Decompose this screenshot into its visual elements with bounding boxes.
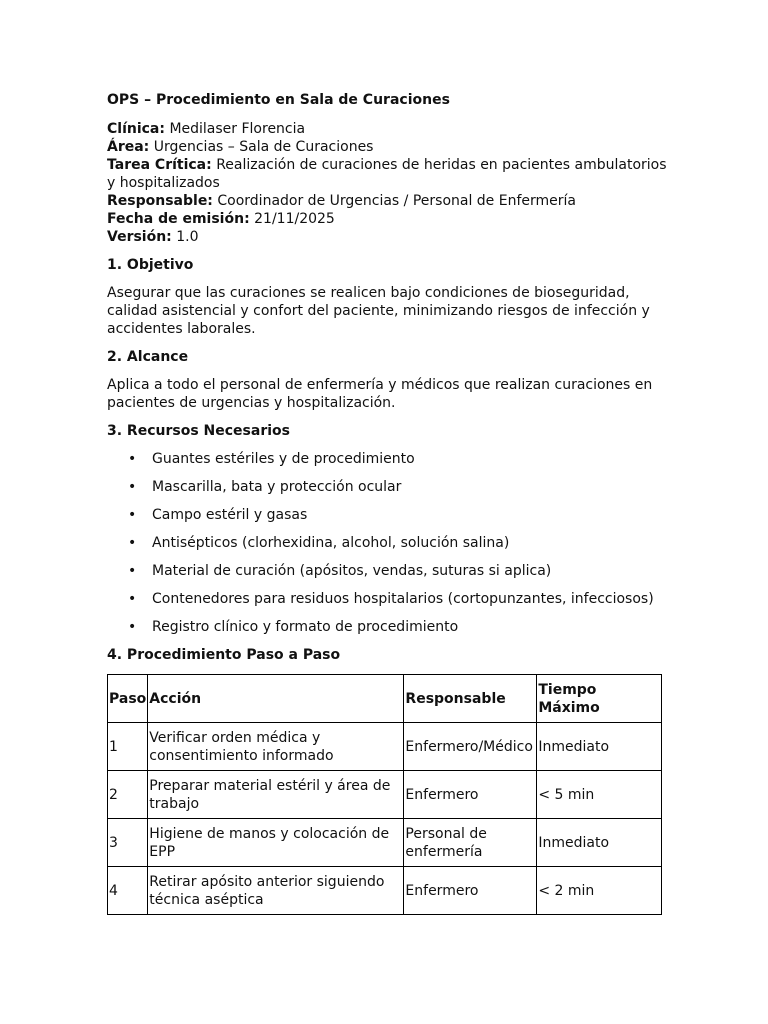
meta-area: Área: Urgencias – Sala de Curaciones <box>107 139 374 155</box>
table-row <box>108 819 662 867</box>
cell-paso: 2 <box>108 771 148 819</box>
column-header-tiempo: Tiempo Máximo <box>537 675 662 723</box>
cell-paso: 4 <box>108 867 148 915</box>
heading-alcance: 2. Alcance <box>107 349 189 365</box>
cell-accion: Higiene de manos y colocación de EPP <box>148 819 404 867</box>
heading-objetivo: 1. Objetivo <box>107 257 194 273</box>
document-metadata <box>107 120 667 246</box>
table-row <box>108 723 662 771</box>
bullet-icon: • <box>128 507 137 523</box>
table-row <box>108 771 662 819</box>
column-header-accion: Acción <box>148 675 404 723</box>
meta-clinica: Clínica: Medilaser Florencia <box>107 121 306 137</box>
document-page <box>107 90 667 915</box>
bullet-icon: • <box>128 451 137 467</box>
cell-paso: 1 <box>108 723 148 771</box>
resources-list <box>107 450 667 646</box>
list-item: • Campo estéril y gasas <box>128 507 308 523</box>
list-item: • Mascarilla, bata y protección ocular <box>128 479 402 495</box>
alcance-text: Aplica a todo el personal de enfermería y médicos que realizan curaciones en pacientes de urgencias y hospitalización. <box>107 377 653 411</box>
table-row <box>108 867 662 915</box>
cell-tiempo: < 2 min <box>537 867 662 915</box>
meta-version: Versión: 1.0 <box>107 229 199 245</box>
bullet-icon: • <box>128 619 137 635</box>
cell-responsable: Enfermero <box>404 771 537 819</box>
list-item: • Contenedores para residuos hospitalarios (cortopunzantes, infecciosos) <box>128 591 654 607</box>
cell-tiempo: Inmediato <box>537 723 662 771</box>
cell-tiempo: Inmediato <box>537 819 662 867</box>
list-item: • Guantes estériles y de procedimiento <box>128 451 415 467</box>
bullet-icon: • <box>128 591 137 607</box>
cell-accion: Retirar apósito anterior siguiendo técnica aséptica <box>148 867 404 915</box>
meta-fecha-emision: Fecha de emisión: 21/11/2025 <box>107 211 335 227</box>
cell-tiempo: < 5 min <box>537 771 662 819</box>
list-item: • Antisépticos (clorhexidina, alcohol, solución salina) <box>128 535 510 551</box>
cell-accion: Preparar material estéril y área de trabajo <box>148 771 404 819</box>
bullet-icon: • <box>128 563 137 579</box>
cell-paso: 3 <box>108 819 148 867</box>
procedure-table <box>107 674 662 915</box>
cell-responsable: Enfermero/Médico <box>404 723 537 771</box>
bullet-icon: • <box>128 535 137 551</box>
heading-recursos: 3. Recursos Necesarios <box>107 423 290 439</box>
bullet-icon: • <box>128 479 137 495</box>
cell-accion: Verificar orden médica y consentimiento informado <box>148 723 404 771</box>
heading-procedimiento: 4. Procedimiento Paso a Paso <box>107 647 341 663</box>
meta-responsable: Responsable: Coordinador de Urgencias / Personal de Enfermería <box>107 193 576 209</box>
column-header-paso: Paso <box>108 675 148 723</box>
document-title: OPS – Procedimiento en Sala de Curaciones <box>107 92 450 108</box>
table-header-row <box>108 675 662 723</box>
cell-responsable: Personal de enfermería <box>404 819 537 867</box>
cell-responsable: Enfermero <box>404 867 537 915</box>
meta-tarea-critica: Tarea Crítica: Realización de curaciones de heridas en pacientes ambulatorios y hospitalizados <box>107 157 667 191</box>
list-item: • Material de curación (apósitos, vendas, suturas si aplica) <box>128 563 552 579</box>
column-header-responsable: Responsable <box>404 675 537 723</box>
objetivo-text: Asegurar que las curaciones se realicen bajo condiciones de bioseguridad, calidad asistencial y confort del paciente, minimizando riesgos de infección y accidentes laborales. <box>107 285 650 337</box>
list-item: • Registro clínico y formato de procedimiento <box>128 619 459 635</box>
